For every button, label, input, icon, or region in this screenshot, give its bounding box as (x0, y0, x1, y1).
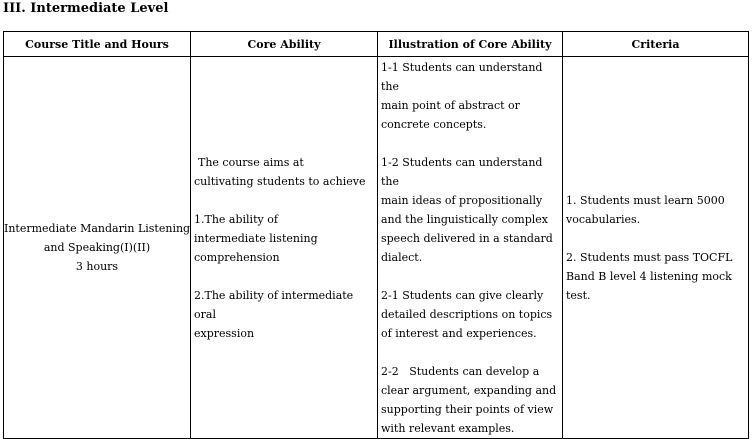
text-line: with relevant examples. (381, 422, 515, 435)
core-ability-intro (194, 153, 377, 172)
illustration-item-2-1 (381, 286, 562, 343)
course-table (3, 31, 749, 439)
core-ability-intro-cont (194, 172, 377, 191)
header-core-ability: Core Ability (191, 32, 378, 57)
core-ability-item-1 (194, 210, 377, 267)
text-line: dialect. (381, 251, 423, 264)
course-title-cell (4, 57, 191, 439)
table-row (4, 57, 749, 439)
text-line: vocabularies. (566, 212, 641, 226)
text-line: main point of abstract or (381, 99, 520, 112)
text-line: 2-2 Students can develop a (381, 365, 540, 378)
course-hours: 3 hours (75, 260, 119, 273)
text-line: and the linguistically complex (381, 213, 548, 226)
course-title-line: and Speaking(I)(II) (43, 241, 151, 254)
illustration-item-1-2 (381, 153, 562, 267)
text-line: cultivating students to achieve (194, 174, 366, 188)
text-line: concrete concepts. (381, 118, 487, 131)
header-criteria: Criteria (563, 32, 749, 57)
header-course-title: Course Title and Hours (4, 32, 191, 57)
text-line: clear argument, expanding and (381, 384, 557, 397)
text-line: detailed descriptions on topics (381, 308, 553, 321)
header-illustration: Illustration of Core Ability (378, 32, 563, 57)
text-line: 1-2 Students can understand the (381, 156, 543, 188)
text-line: test. (566, 288, 591, 302)
core-ability-cell (191, 57, 378, 439)
criteria-item-1 (566, 191, 748, 229)
text-line: 1.The ability of (194, 212, 278, 226)
illustration-item-2-2 (381, 362, 562, 438)
text-line: intermediate listening (194, 231, 318, 245)
text-line: speech delivered in a standard (381, 232, 553, 245)
illustration-item-1-1 (381, 58, 562, 134)
course-title-line: Intermediate Mandarin Listening (4, 222, 191, 235)
text-line: Band B level 4 listening mock (566, 269, 732, 283)
text-line: The course aims at (198, 155, 304, 169)
text-line: 2.The ability of intermediate oral (194, 288, 354, 321)
text-line: of interest and experiences. (381, 327, 537, 340)
text-line: comprehension (194, 250, 280, 264)
table-header-row (4, 32, 749, 57)
text-line: 1-1 Students can understand the (381, 61, 543, 93)
core-ability-item-2 (194, 286, 377, 343)
section-title: III. Intermediate Level (3, 1, 169, 16)
text-line: expression (194, 326, 255, 340)
text-line: 1. Students must learn 5000 (566, 193, 725, 207)
criteria-cell (563, 57, 749, 439)
text-line: 2-1 Students can give clearly (381, 289, 544, 302)
text-line: main ideas of propositionally (381, 194, 543, 207)
illustration-cell (378, 57, 563, 439)
text-line: supporting their points of view (381, 403, 554, 416)
criteria-item-2 (566, 248, 748, 305)
text-line: 2. Students must pass TOCFL (566, 250, 733, 264)
